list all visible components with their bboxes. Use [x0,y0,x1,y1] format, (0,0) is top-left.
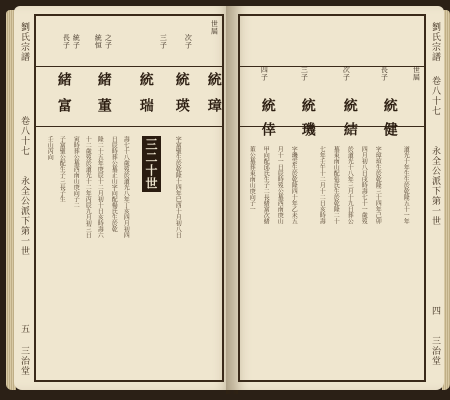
person-name: 統 [205,72,222,89]
body-text-column: 寅時葬公墓西南山庚向子二 [72,136,80,208]
body-text-column: 子富聖公配生子三長子生 [58,136,66,202]
person-name: 統 [381,98,398,115]
body-text-column: 墓東南山配張氏生於乾隆二十 [332,146,340,224]
left-page [14,6,232,390]
header-label: 次子 [184,34,193,49]
margin-page-number: 四 [430,306,440,316]
margin-page-number: 五 [19,324,29,334]
body-text-column: 月十一日辰時歿公墓西南庚山 [276,146,284,224]
body-text-column: 字璋瑄生於乾隆三十四年己卯 [374,146,382,224]
generation-stamp: 三二十世 [142,136,161,192]
header-label: 之子 [104,34,113,49]
person-name: 緒 [95,72,112,89]
person-name: 統 [259,98,276,115]
person-name: 緒 [55,72,72,89]
names-divider [34,126,224,127]
body-text-column: 隆二十五年庚辰十二月初十日亥時壽六 [96,136,104,238]
person-name: 統 [341,98,358,115]
person-name-2: 瑛 [173,98,190,115]
margin-hall: 三治堂 [430,336,440,366]
body-text-column: 道光十年生生於乾隆五十一年 [402,146,410,224]
person-name-2: 璋 [205,98,222,115]
person-name-2: 董 [95,98,112,115]
margin-hall: 三治堂 [19,346,29,376]
margin-volume: 卷八十七 [19,116,29,156]
person-name-2: 結 [341,122,358,139]
body-text-column: 四月初八日戌時壽七十一歲歿 [360,146,368,224]
header-divider [34,66,224,67]
body-text-column: 董公墓葬東南山庚向子一 [248,146,256,212]
header-label: 三子 [159,34,168,49]
body-text-column: 日辰時葬公墓正山字向配楊氏生於乾 [110,136,118,232]
body-text-column: 十二歲歿於道光十二年丙辰九月初三日 [84,136,92,238]
header-label: 三子 [300,66,309,81]
body-text-column: 七年壬午十二月十二日亥時壽 [318,146,326,224]
person-name-2: 璣 [299,122,316,139]
margin-branch: 永全公派下第一世 [430,146,440,226]
header-label: 長子 [380,66,389,81]
person-name-2: 富 [55,98,72,115]
margin-branch: 永全公派下第一世 [19,176,29,256]
header-label: 世屆 [210,20,219,35]
margin-title: 劉氏宗譜 [430,22,440,62]
right-page [232,6,444,390]
person-name: 統 [299,98,316,115]
person-name-2: 瑞 [137,98,154,115]
header-label: 世屆 [412,66,421,81]
body-text-column: 字璣雲生於乾隆四十年乙未五 [290,146,298,224]
person-name-2: 健 [381,122,398,139]
person-name: 統 [173,72,190,89]
margin-title: 劉氏宗譜 [19,22,29,62]
body-text-column: 於道光十八年三月十九日葬公 [346,146,354,224]
header-label: 統子 [72,34,81,49]
header-label: 次子 [342,66,351,81]
margin-volume: 卷八十七 [430,76,440,116]
header-label: 統恒 [94,34,103,49]
header-label: 四子 [260,66,269,81]
person-name: 統 [137,72,154,89]
body-text-column: 字富聖生於乾隆十四年巳酉十月初八日 [174,136,182,238]
header-label: 長子 [62,34,71,49]
body-text-column: 壬山丙向 [46,136,54,160]
person-name-2: 倖 [259,122,276,139]
body-text-column: 壽七十八歲歿於道光八年丁亥四月初四 [122,136,130,238]
body-text-column: 甲向配邱氏生子二長緒富次緒 [262,146,270,224]
